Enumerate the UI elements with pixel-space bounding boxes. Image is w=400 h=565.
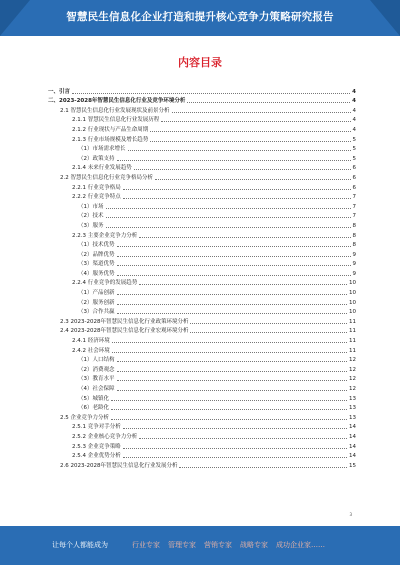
toc-entry-page: 12 [349, 357, 356, 364]
toc-entry[interactable] [48, 96, 356, 106]
toc-entry-label: 2.6 2023-2028年智慧民生信息化行业发展分析 [60, 462, 178, 469]
toc-entry-page: 7 [352, 213, 356, 220]
toc-entry-label: （5）城镇化 [78, 395, 109, 402]
footer-role: 营销专家 [204, 541, 232, 549]
toc-leader-dots [106, 227, 351, 228]
toc-leader-dots [117, 390, 348, 391]
toc-heading: 内容目录 [178, 56, 222, 69]
toc-entry-page: 11 [349, 328, 356, 335]
toc-leader-dots [117, 294, 348, 295]
toc-entry-page: 6 [352, 165, 356, 172]
footer-role: 管理专家 [168, 541, 196, 549]
toc-leader-dots [150, 131, 350, 132]
toc-entry-page: 12 [349, 376, 356, 383]
page-number: 3 [349, 512, 352, 517]
toc-leader-dots [106, 217, 351, 218]
toc-entry-label: 2.1 智慧民生信息化行业发展现状及前景分析 [60, 107, 170, 114]
toc-entry[interactable] [48, 153, 356, 163]
toc-leader-dots [123, 428, 347, 429]
toc-entry[interactable] [48, 422, 356, 432]
toc-entry-label: 2.5.4 企业优势分析 [72, 453, 121, 460]
toc-leader-dots [187, 102, 350, 103]
toc-leader-dots [139, 237, 350, 238]
toc-entry-page: 12 [349, 366, 356, 373]
toc-entry[interactable] [48, 144, 356, 154]
toc-entry[interactable] [48, 268, 356, 278]
toc-entry-page: 5 [352, 136, 356, 143]
toc-entry-label: （1）市场 [78, 203, 104, 210]
toc-entry[interactable] [48, 441, 356, 451]
toc-entry[interactable] [48, 172, 356, 182]
toc-entry[interactable] [48, 460, 356, 470]
toc-entry-page: 12 [349, 386, 356, 392]
toc-leader-dots [134, 169, 351, 170]
toc-entry-page: 14 [349, 433, 356, 440]
toc-entry-label: （6）老龄化 [78, 405, 109, 412]
toc-leader-dots [190, 323, 347, 324]
toc-entry-label: （4）服务优势 [78, 270, 115, 277]
toc-entry[interactable] [48, 355, 356, 365]
toc-entry-page: 11 [349, 338, 356, 345]
toc-entry[interactable] [48, 211, 356, 221]
toc-entry-label: （1）产品创新 [78, 290, 115, 297]
toc-entry-page: 14 [349, 453, 356, 460]
toc-leader-dots [111, 400, 347, 401]
toc-entry-label: 2.1.1 智慧民生信息化行业发展历程 [72, 117, 160, 124]
toc-entry[interactable] [48, 134, 356, 144]
toc-leader-dots [117, 380, 348, 381]
toc-leader-dots [117, 371, 348, 372]
toc-leader-dots [117, 361, 348, 362]
toc-entry-label: 2.4 2023-2028年智慧民生信息化行业宏观环境分析 [60, 328, 189, 335]
toc-entry-label: 2.5.2 企业核心竞争力分析 [72, 433, 138, 440]
toc-entry[interactable] [48, 364, 356, 374]
toc-entry[interactable] [48, 124, 356, 134]
toc-leader-dots [106, 208, 351, 209]
toc-entry-page: 4 [352, 117, 356, 124]
toc-entry[interactable] [48, 230, 356, 240]
toc-entry-label: （3）服务 [78, 222, 104, 229]
toc-entry-page: 7 [352, 203, 356, 210]
toc-entry-label: （3）合作共赢 [78, 309, 115, 316]
toc-entry-label: 2.4.1 经济环境 [72, 338, 110, 345]
toc-entry[interactable] [48, 451, 356, 461]
toc-entry[interactable] [48, 287, 356, 297]
toc-entry-page: 10 [349, 309, 356, 316]
toc-entry[interactable] [48, 249, 356, 259]
toc-entry-label: 一、引言 [48, 88, 71, 95]
toc-entry-label: 2.5.3 企业竞争策略 [72, 443, 121, 450]
toc-entry-page: 6 [352, 174, 356, 181]
toc-entry-page: 14 [349, 424, 356, 431]
toc-leader-dots [72, 93, 350, 94]
toc-leader-dots [111, 419, 347, 420]
toc-entry[interactable] [48, 259, 356, 269]
toc-entry-label: 2.1.3 行业市场规模及增长趋势 [72, 136, 149, 143]
toc-entry-label: （2）技术 [78, 213, 104, 220]
toc-entry-label: 2.3 2023-2028年智慧民生信息化行业政策环境分析 [60, 318, 189, 325]
toc-entry-label: 2.1.2 行业现状与产品生命周期 [72, 126, 149, 133]
toc-entry-page: 10 [349, 290, 356, 297]
toc-entry[interactable] [48, 115, 356, 125]
toc-entry-page: 9 [352, 270, 356, 277]
toc-entry[interactable] [48, 326, 356, 336]
toc-entry-page: 4 [352, 88, 356, 95]
toc-entry-label: 2.2 智慧民生信息化行业竞争格局分析 [60, 174, 153, 181]
toc-entry-page: 4 [352, 98, 356, 105]
toc-entry-label: （2）品牌优势 [78, 251, 115, 258]
toc-entry-page: 8 [352, 222, 356, 229]
toc-entry-page: 4 [352, 107, 356, 114]
toc-entry[interactable] [48, 345, 356, 355]
toc-entry-page: 6 [352, 184, 356, 191]
toc-entry-page: 8 [352, 242, 356, 249]
toc-leader-dots [139, 284, 347, 285]
toc-entry-label: 2.2.4 行业竞争的发展趋势 [72, 280, 138, 287]
toc-leader-dots [123, 457, 347, 458]
toc-entry-page: 13 [349, 405, 356, 412]
footer-bar [0, 526, 400, 565]
toc-entry[interactable] [48, 374, 356, 384]
toc-entry-label: 2.4.2 社会环境 [72, 347, 110, 354]
toc-leader-dots [123, 198, 351, 199]
toc-leader-dots [111, 409, 347, 410]
toc-entry-page: 11 [349, 347, 356, 354]
toc-entry[interactable] [48, 297, 356, 307]
toc-leader-dots [190, 332, 347, 333]
toc-entry[interactable] [48, 182, 356, 192]
toc-leader-dots [117, 256, 351, 257]
toc-entry-label: （3）渠道优势 [78, 261, 115, 268]
toc-entry[interactable] [48, 192, 356, 202]
toc-entry-page: 9 [352, 261, 356, 268]
toc-entry-label: 2.1.4 未来行业发展趋势 [72, 165, 132, 172]
toc-leader-dots [161, 121, 350, 122]
toc-entry-page: 15 [349, 462, 356, 469]
toc-leader-dots [117, 313, 348, 314]
toc-leader-dots [172, 112, 351, 113]
footer-slogan: 让每个人都能成为 [52, 541, 108, 549]
toc-entry-page: 10 [349, 280, 356, 287]
toc-entry-label: （1）技术优势 [78, 242, 115, 249]
toc-entry-page: 13 [349, 395, 356, 402]
toc-leader-dots [112, 342, 347, 343]
toc-entry-label: （3）教育水平 [78, 376, 115, 383]
toc-entry-label: （2）服务创新 [78, 299, 115, 306]
toc-entry-page: 5 [352, 146, 356, 153]
toc-entry[interactable] [48, 163, 356, 173]
toc-entry-page: 11 [349, 318, 356, 325]
toc-entry-page: 9 [352, 251, 356, 258]
toc-leader-dots [139, 438, 347, 439]
toc-entry[interactable] [48, 412, 356, 422]
toc-entry-label: （2）政策支持 [78, 155, 115, 162]
toc-entry-page: 13 [349, 414, 356, 421]
header-bar [0, 0, 400, 36]
toc-entry[interactable] [48, 105, 356, 115]
toc-entry[interactable] [48, 335, 356, 345]
toc-leader-dots [112, 352, 347, 353]
toc-entry-label: 二、2023-2028年智慧民生信息化行业及竞争环境分析 [48, 98, 186, 105]
toc-entry[interactable] [48, 307, 356, 317]
toc-entry-page: 5 [352, 155, 356, 162]
toc-entry[interactable] [48, 431, 356, 441]
toc-entry[interactable] [48, 240, 356, 250]
footer-role: 战略专家 [240, 541, 268, 549]
toc-entry-label: 2.5.1 竞争对手分析 [72, 424, 121, 431]
table-of-contents [48, 86, 356, 470]
toc-entry-label: 2.2.1 行业竞争格局 [72, 184, 121, 191]
toc-entry[interactable] [48, 393, 356, 403]
footer-role: 成功企业家…… [276, 541, 325, 549]
toc-entry-label: （1）市场需求增长 [78, 146, 126, 153]
toc-entry[interactable] [48, 278, 356, 288]
toc-entry-label: 2.2.3 主要企业竞争力分析 [72, 232, 138, 239]
footer-role: 行业专家 [132, 541, 160, 549]
toc-entry[interactable] [48, 403, 356, 413]
toc-entry-page: 10 [349, 299, 356, 306]
toc-leader-dots [117, 160, 351, 161]
toc-leader-dots [117, 265, 351, 266]
toc-entry[interactable] [48, 86, 356, 96]
toc-leader-dots [117, 275, 351, 276]
toc-entry-page: 8 [352, 232, 356, 239]
toc-leader-dots [123, 189, 351, 190]
toc-leader-dots [123, 448, 347, 449]
toc-entry-label: 2.5 企业竞争力分析 [60, 414, 109, 421]
report-title: 智慧民生信息化企业打造和提升核心竞争力策略研究报告 [66, 11, 334, 23]
toc-entry[interactable] [48, 316, 356, 326]
toc-entry-page: 4 [352, 126, 356, 133]
toc-entry-label: （4）社会保障 [78, 386, 115, 392]
toc-leader-dots [117, 246, 351, 247]
toc-leader-dots [150, 141, 350, 142]
toc-leader-dots [155, 179, 351, 180]
toc-leader-dots [179, 467, 347, 468]
toc-entry[interactable] [48, 201, 356, 211]
toc-leader-dots [128, 150, 351, 151]
toc-entry-label: 2.2.2 行业竞争特点 [72, 194, 121, 201]
toc-entry-page: 14 [349, 443, 356, 450]
toc-entry[interactable] [48, 220, 356, 230]
toc-entry-label: （2）消费观念 [78, 366, 115, 373]
toc-entry[interactable] [48, 383, 356, 393]
toc-entry-page: 7 [352, 194, 356, 201]
toc-leader-dots [117, 304, 348, 305]
footer-roles [132, 540, 333, 550]
toc-entry-label: （1）人口结构 [78, 357, 115, 364]
